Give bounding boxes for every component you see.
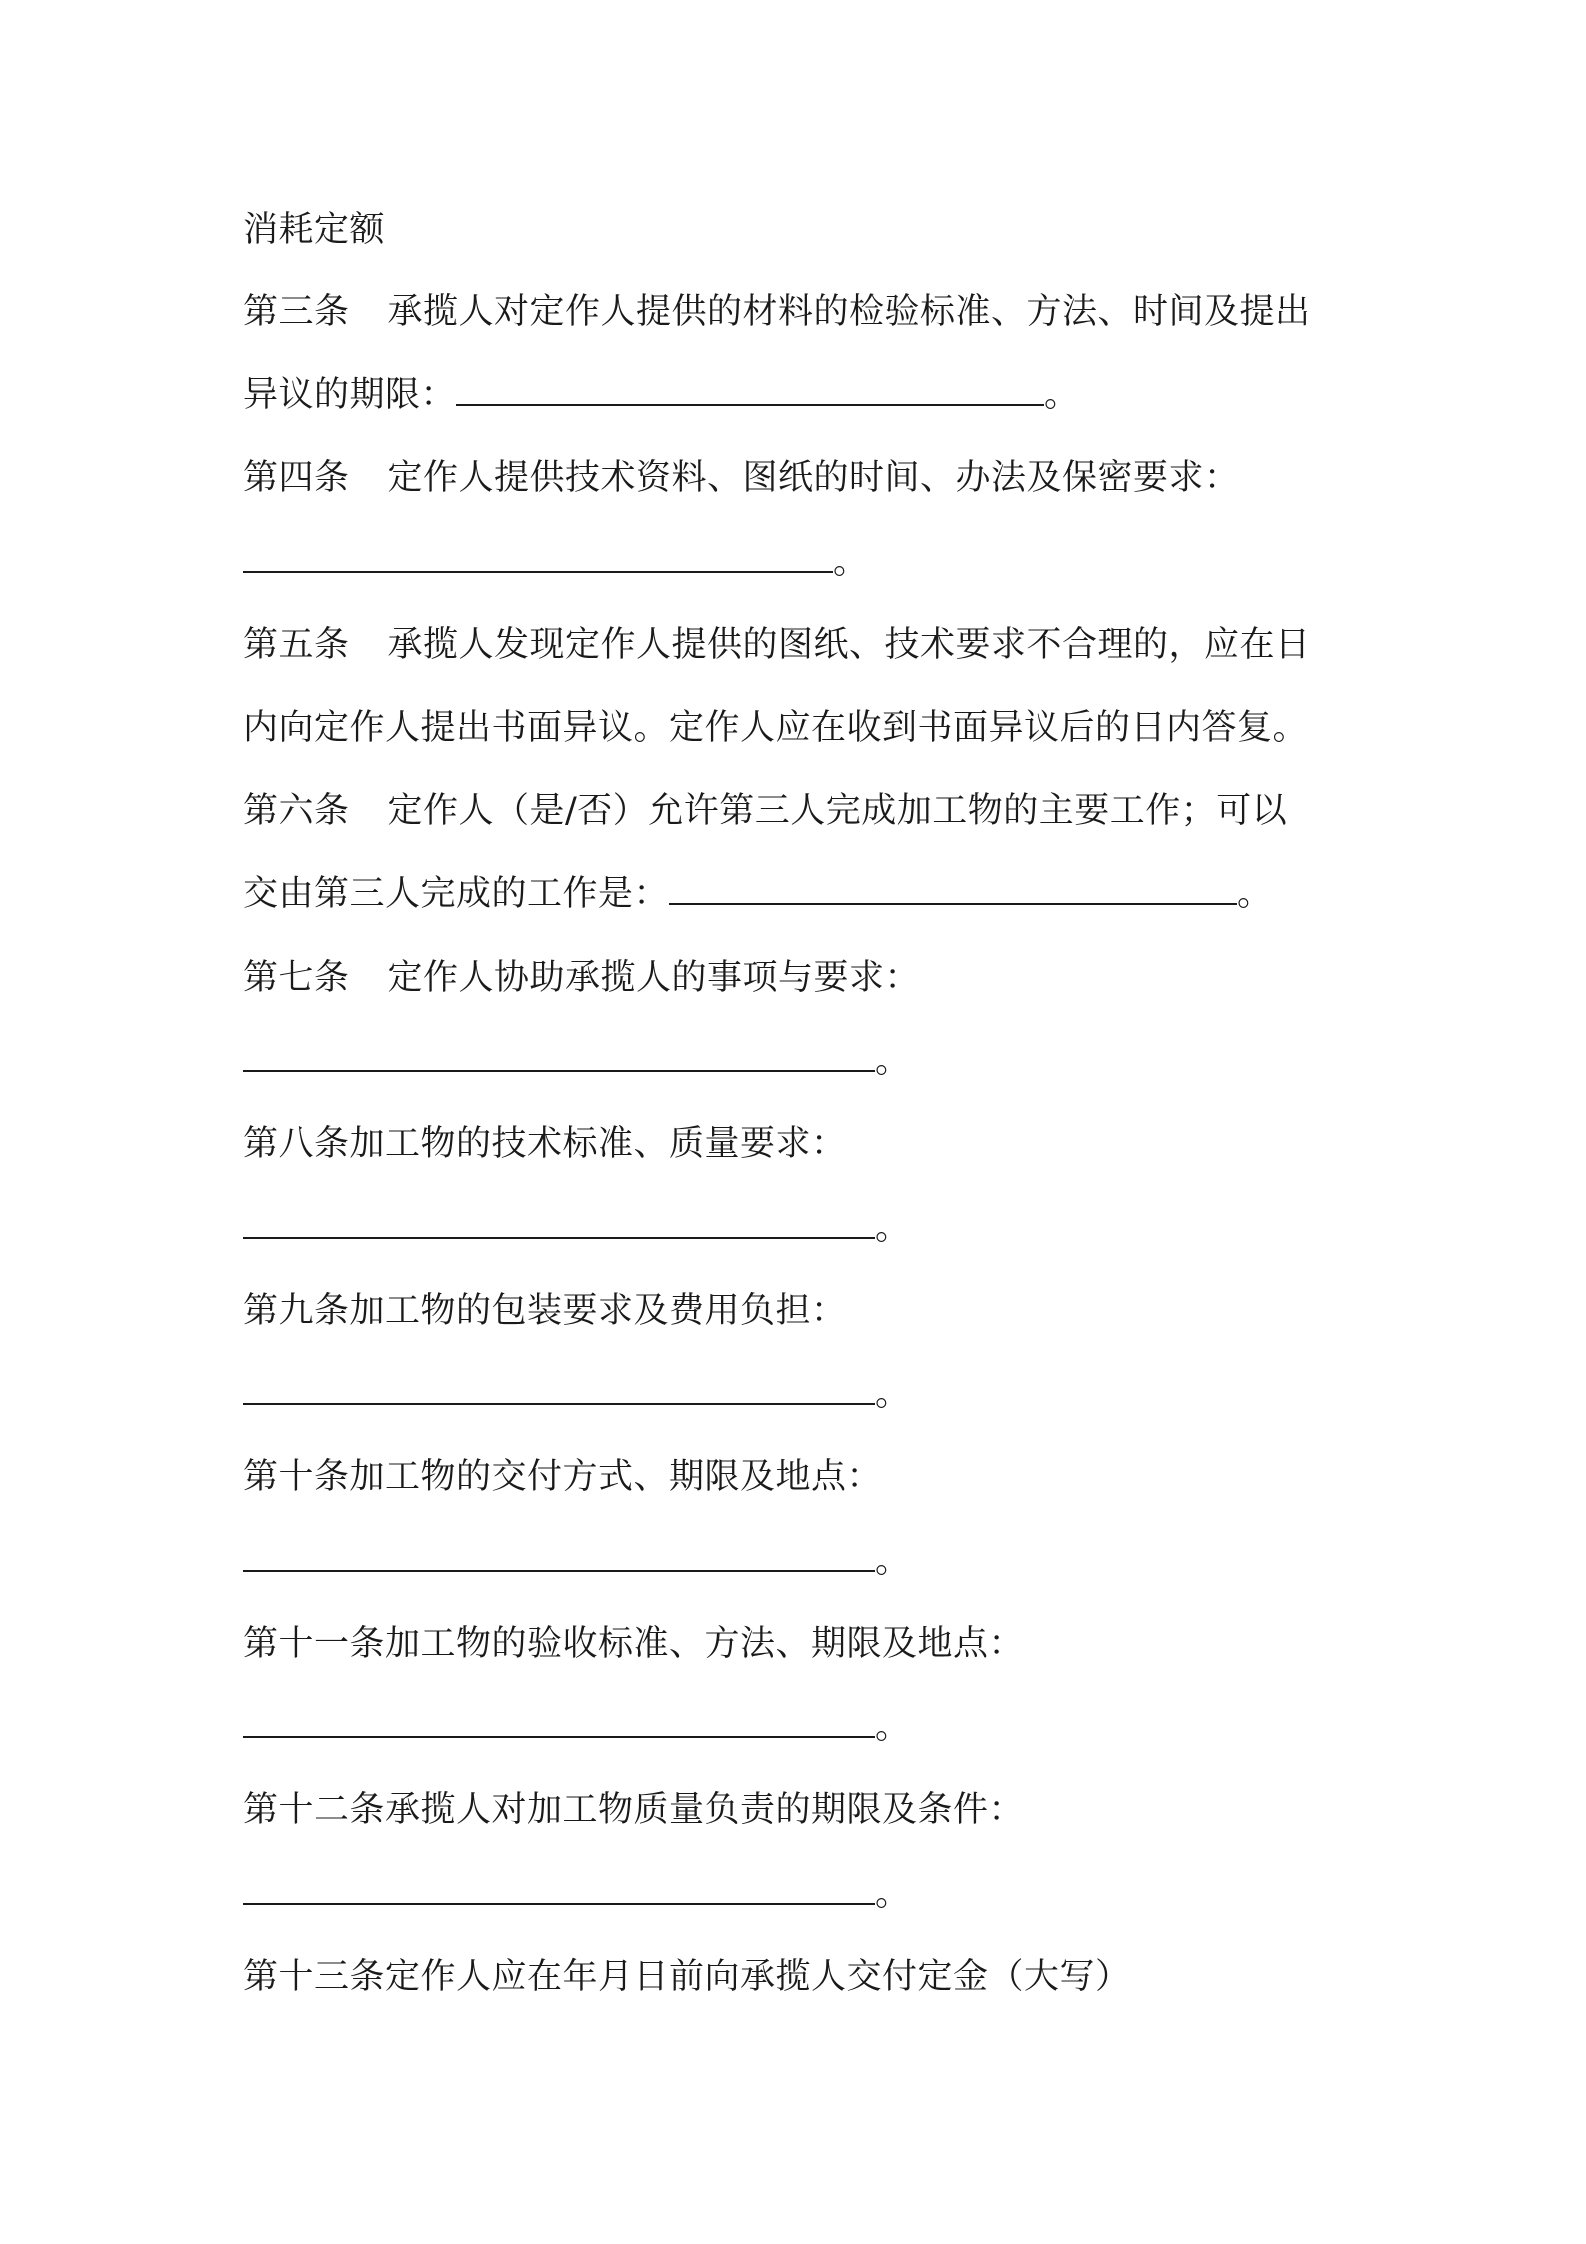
fill-in-blank[interactable] bbox=[243, 1375, 875, 1405]
end-punctuation: 。 bbox=[875, 1208, 911, 1248]
line-text: 交由第三人完成的工作是： bbox=[243, 874, 670, 914]
line-text: 第十三条定作人应在年月日前向承揽人交付定金（大写） bbox=[243, 1957, 1131, 1997]
article-3-heading bbox=[243, 290, 1311, 334]
article-4-heading bbox=[243, 456, 1240, 500]
line-text: 消耗定额 bbox=[243, 210, 386, 250]
line-text: 异议的期限： bbox=[243, 375, 457, 415]
fill-in-blank[interactable] bbox=[243, 1708, 875, 1738]
article-4-blank-line bbox=[243, 540, 869, 584]
article-8-blank-line bbox=[243, 1206, 911, 1250]
fill-in-blank[interactable] bbox=[669, 875, 1237, 905]
line-text: 承揽人发现定作人提供的图纸、技术要求不合理的，应在日 bbox=[387, 625, 1311, 665]
fill-in-blank[interactable] bbox=[243, 1875, 875, 1905]
end-punctuation: 。 bbox=[1237, 874, 1273, 914]
article-10-heading bbox=[243, 1455, 882, 1499]
article-number: 第五条 bbox=[243, 625, 350, 665]
fill-in-blank[interactable] bbox=[243, 543, 833, 573]
line-text: 定作人协助承揽人的事项与要求： bbox=[387, 958, 921, 998]
article-11-blank-line bbox=[243, 1705, 911, 1749]
article-5-continuation bbox=[243, 706, 1308, 750]
article-number: 第四条 bbox=[243, 458, 350, 498]
fill-in-blank[interactable] bbox=[243, 1542, 875, 1572]
end-punctuation: 。 bbox=[875, 1041, 911, 1081]
end-punctuation: 。 bbox=[875, 1874, 911, 1914]
article-9-heading bbox=[243, 1289, 847, 1333]
article-13-heading bbox=[243, 1955, 1131, 1999]
line-text: 内向定作人提出书面异议。定作人应在收到书面异议后的日内答复。 bbox=[243, 708, 1309, 748]
article-7-blank-line bbox=[243, 1039, 911, 1083]
article-12-heading bbox=[243, 1788, 1024, 1832]
text-line-materials-quota bbox=[243, 208, 385, 252]
article-number: 第七条 bbox=[243, 958, 350, 998]
fill-in-blank[interactable] bbox=[456, 376, 1044, 406]
end-punctuation: 。 bbox=[875, 1541, 911, 1581]
line-text: 第十一条加工物的验收标准、方法、期限及地点： bbox=[243, 1624, 1025, 1664]
fill-in-blank[interactable] bbox=[243, 1209, 875, 1239]
line-text: 第八条加工物的技术标准、质量要求： bbox=[243, 1124, 847, 1164]
fill-in-blank[interactable] bbox=[243, 1042, 875, 1072]
article-10-blank-line bbox=[243, 1539, 911, 1583]
line-text: 第十条加工物的交付方式、期限及地点： bbox=[243, 1457, 883, 1497]
article-12-blank-line bbox=[243, 1872, 911, 1916]
line-text: 第九条加工物的包装要求及费用负担： bbox=[243, 1291, 847, 1331]
end-punctuation: 。 bbox=[833, 542, 869, 582]
line-text: 第十二条承揽人对加工物质量负责的期限及条件： bbox=[243, 1790, 1025, 1830]
line-text: 定作人（是/否）允许第三人完成加工物的主要工作；可以 bbox=[387, 791, 1288, 831]
line-text: 定作人提供技术资料、图纸的时间、办法及保密要求： bbox=[387, 458, 1240, 498]
article-6-heading bbox=[243, 789, 1287, 833]
article-3-objection-line bbox=[243, 373, 1080, 417]
article-number: 第六条 bbox=[243, 791, 350, 831]
article-7-heading bbox=[243, 956, 920, 1000]
article-5-heading bbox=[243, 623, 1311, 667]
end-punctuation: 。 bbox=[1044, 375, 1080, 415]
line-text: 承揽人对定作人提供的材料的检验标准、方法、时间及提出 bbox=[387, 292, 1311, 332]
end-punctuation: 。 bbox=[875, 1707, 911, 1747]
article-8-heading bbox=[243, 1122, 847, 1166]
end-punctuation: 。 bbox=[875, 1374, 911, 1414]
article-9-blank-line bbox=[243, 1372, 911, 1416]
article-11-heading bbox=[243, 1622, 1024, 1666]
article-6-work-line bbox=[243, 872, 1273, 916]
article-number: 第三条 bbox=[243, 292, 350, 332]
